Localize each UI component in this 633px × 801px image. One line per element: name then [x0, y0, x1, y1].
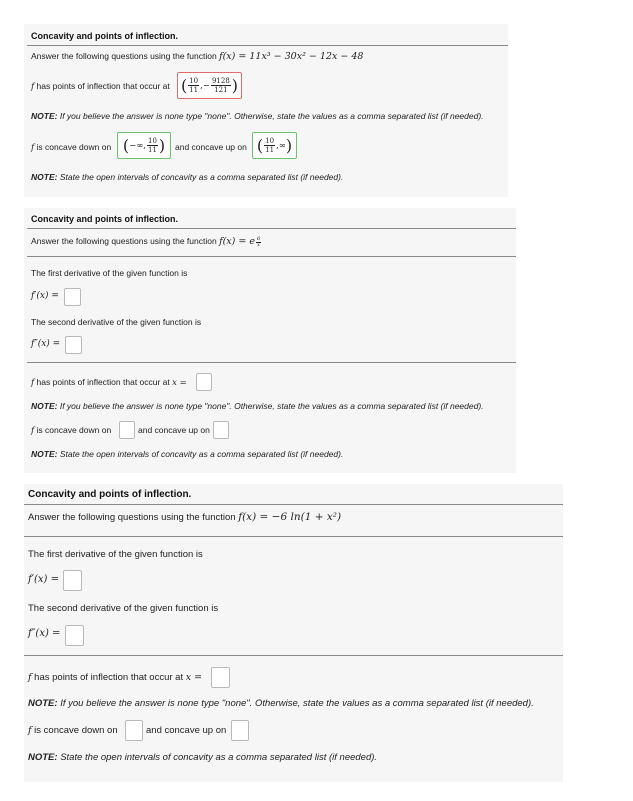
section3-first-derivative-input[interactable] [63, 570, 82, 591]
section2-f-symbol-2: f [31, 426, 35, 436]
section2-divider [27, 362, 516, 363]
section1-inflection-prefix: has points of inflection that occur at [36, 81, 170, 91]
section2-f-symbol: f [31, 378, 35, 388]
section1-inflection-y [211, 77, 231, 94]
section3-title-rule [24, 504, 563, 505]
section2-concave-down-input[interactable] [119, 421, 135, 439]
infinity: ∞ [278, 140, 286, 151]
section1-title: Concavity and points of inflection. [31, 31, 179, 41]
section2-concave-up-prefix: and concave up on [138, 425, 210, 435]
frac-num: 9128 [211, 77, 230, 85]
section2-exponent [256, 237, 261, 248]
section3-f-symbol: f [28, 672, 32, 683]
section3-f-symbol-2: f [28, 725, 32, 736]
close-paren: ) [231, 75, 239, 95]
section3-second-derivative-text: The second derivative of the given function is [28, 603, 219, 614]
section2-function: f(x) = e [219, 236, 255, 247]
exponent-den: x [257, 242, 260, 249]
frac-den: 11 [147, 146, 157, 154]
section1-concave-down-line [31, 142, 111, 153]
section2-second-derivative-label: f″(x) = [31, 339, 61, 349]
section3-title: Concavity and points of inflection. [28, 489, 192, 500]
section1-concave-down-prefix: is concave down on [36, 142, 112, 152]
section3-concave-down-input[interactable] [125, 720, 143, 741]
note-label: NOTE: [31, 449, 58, 459]
note-text: If you believe the answer is none type "none". Otherwise, state the values as a comma separated list (if needed). [60, 698, 534, 709]
section2-first-derivative-input[interactable] [64, 288, 81, 306]
neg-infinity: −∞ [129, 140, 144, 151]
comma: , [276, 140, 279, 151]
note-text: State the open intervals of concavity as a comma separated list (if needed). [60, 752, 378, 763]
section1-intro-text: Answer the following questions using the function [31, 51, 217, 61]
note-label: NOTE: [31, 401, 58, 411]
section1-note-none [31, 111, 484, 121]
section3-inflection-var: x = [185, 672, 203, 683]
frac-den: 121 [214, 86, 228, 94]
section2-second-derivative-text: The second derivative of the given function is [31, 317, 202, 327]
section1-inflection-x [188, 77, 199, 94]
problem-card-3 [24, 484, 563, 782]
exponent-num: 6 [257, 236, 261, 243]
section3-concave-down-prefix: is concave down on [34, 725, 118, 736]
note-label: NOTE: [31, 111, 58, 121]
section3-inflection-prefix: has points of inflection that occur at [34, 672, 184, 683]
section3-second-derivative-input[interactable] [65, 625, 84, 646]
section3-first-derivative-label: f′(x) = [28, 574, 59, 585]
frac-den: 11 [189, 86, 199, 94]
note-text: If you believe the answer is none type "none". Otherwise, state the values as a comma separated list (if needed). [59, 111, 484, 121]
note-label: NOTE: [28, 698, 58, 709]
section2-inflection-var: x = [172, 378, 187, 388]
section2-first-derivative-label: f′(x) = [31, 291, 59, 301]
section3-note-none [28, 698, 534, 709]
close-paren: ) [158, 135, 166, 155]
note-text: State the open intervals of concavity as a comma separated list (if needed). [59, 172, 344, 182]
section1-inflection-line [31, 81, 170, 92]
frac-den: 11 [265, 146, 275, 154]
section2-second-derivative-input[interactable] [65, 336, 82, 354]
section1-f-symbol: f [31, 82, 35, 92]
section2-title: Concavity and points of inflection. [31, 214, 179, 224]
open-paren: ( [180, 75, 188, 95]
frac-num: 10 [147, 137, 157, 145]
section2-concave-up-input[interactable] [213, 421, 229, 439]
section2-concave-down-prefix: is concave down on [36, 425, 112, 435]
section1-f-symbol-2: f [31, 143, 35, 153]
section1-inflection-answer[interactable] [177, 72, 242, 99]
section1-concave-down-right [147, 137, 158, 154]
section3-intro-text: Answer the following questions using the function [28, 512, 236, 523]
section2-intro-text: Answer the following questions using the function [31, 236, 217, 246]
close-paren: ) [285, 135, 293, 155]
section1-note-intervals [31, 172, 343, 182]
section2-concave-down-line [31, 425, 111, 436]
section3-divider [24, 655, 563, 656]
section2-intro [31, 236, 262, 248]
section3-intro-rule [24, 536, 563, 537]
section1-concave-down-answer[interactable] [117, 132, 171, 159]
section3-first-derivative-text: The first derivative of the given function is [28, 549, 203, 560]
section3-concave-down-line [28, 725, 118, 736]
section1-function: f(x) = 11x³ − 30x² − 12x − 48 [219, 51, 364, 62]
section3-concave-up-input[interactable] [231, 720, 249, 741]
note-label: NOTE: [31, 172, 58, 182]
section2-inflection-line [31, 377, 187, 388]
section2-title-rule [27, 228, 516, 229]
section1-concave-up-prefix: and concave up on [175, 142, 247, 152]
comma: , [143, 140, 146, 151]
section2-note-none [31, 401, 484, 411]
section1-title-rule [27, 45, 508, 46]
frac-num: 10 [265, 137, 275, 145]
minus-sign: − [202, 80, 210, 91]
frac-num: 10 [189, 77, 199, 85]
section2-note-intervals [31, 449, 343, 459]
section1-concave-up-left [264, 137, 275, 154]
section2-first-derivative-text: The first derivative of the given function is [31, 268, 188, 278]
section3-intro [28, 511, 341, 523]
section3-inflection-input[interactable] [211, 667, 230, 688]
section1-intro [31, 51, 363, 62]
open-paren: ( [122, 135, 130, 155]
section2-intro-rule [27, 256, 516, 257]
section2-inflection-prefix: has points of inflection that occur at [36, 377, 170, 387]
section3-inflection-line [28, 672, 202, 683]
section3-second-derivative-label: f″(x) = [28, 628, 61, 639]
section3-note-intervals [28, 752, 377, 763]
note-text: If you believe the answer is none type "none". Otherwise, state the values as a comma separated list (if needed). [59, 401, 484, 411]
note-text: State the open intervals of concavity as a comma separated list (if needed). [59, 449, 344, 459]
comma: , [200, 80, 203, 91]
section1-concave-up-answer[interactable] [252, 132, 297, 159]
section3-concave-up-prefix: and concave up on [146, 725, 227, 736]
note-label: NOTE: [28, 752, 58, 763]
open-paren: ( [256, 135, 264, 155]
section2-inflection-input[interactable] [196, 373, 212, 391]
section3-function: f(x) = −6 ln(1 + x²) [238, 511, 342, 523]
